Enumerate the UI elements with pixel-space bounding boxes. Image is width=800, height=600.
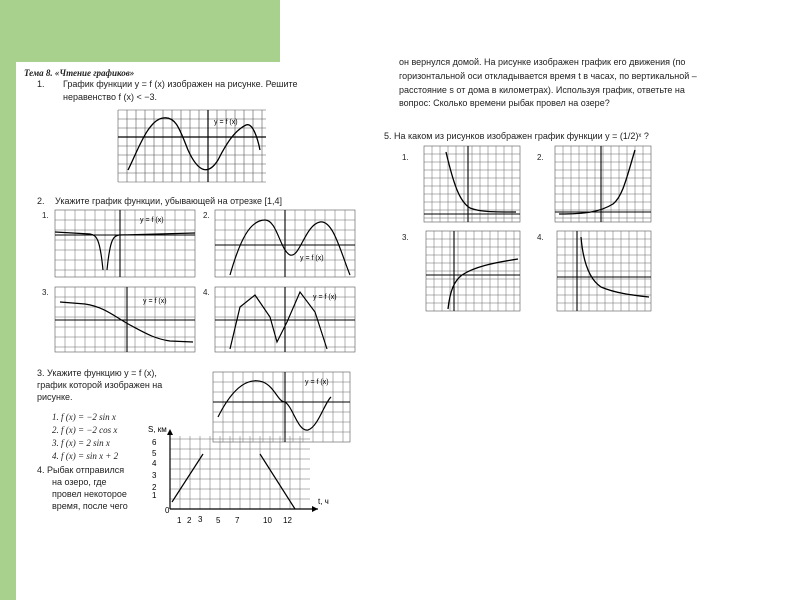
worksheet-title: Тема 8. «Чтение графиков»: [24, 68, 135, 78]
task4-x-tick: 12: [283, 516, 292, 525]
task1-graph-label: y = f (x): [214, 119, 238, 126]
task3-answer-3: 3. f (x) = 2 sin x: [52, 438, 110, 448]
task3-line3: рисунке.: [37, 392, 73, 402]
task4-line4: время, после чего: [52, 501, 128, 511]
task4-line1: 4. Рыбак отправился: [37, 465, 125, 475]
task4-x-tick: 5: [216, 516, 221, 525]
task5-option-1: 1.: [402, 153, 409, 162]
task4-y-tick: 2: [152, 483, 157, 492]
task2-text: Укажите график функции, убывающей на отрезке [1,4]: [55, 196, 283, 206]
task5-text: 5. На каком из рисунков изображен график функции y = (1/2)ˣ ?: [384, 131, 649, 141]
task4-cont-line1: он вернулся домой. На рисунке изображен график его движения (по: [399, 57, 686, 67]
task3-line1: 3. Укажите функцию y = f (x),: [37, 368, 157, 378]
task4-y-tick: 5: [152, 449, 157, 458]
task4-y-label: S, км: [148, 425, 167, 434]
task1-line1: График функции y = f (x) изображен на рисунке. Решите: [63, 79, 298, 89]
task1-line2: неравенство f (x) < −3.: [63, 92, 157, 102]
task2-graph-4: [215, 287, 355, 352]
task2-number: 2.: [37, 196, 45, 206]
task4-y-tick: 0: [165, 506, 170, 515]
task5-option-2: 2.: [537, 153, 544, 162]
task4-x-tick: 10: [263, 516, 272, 525]
task1-graph: [118, 110, 266, 182]
task5-option-4: 4.: [537, 233, 544, 242]
task5-graph-2: [555, 146, 651, 222]
task3-answer-2: 2. f (x) = −2 cos x: [52, 425, 118, 435]
task4-y-tick: 3: [152, 471, 157, 480]
task3-answer-4: 4. f (x) = sin x + 2: [52, 451, 119, 461]
task5-graph-1: [424, 146, 520, 222]
task2-graph-1: [55, 210, 195, 277]
task2-graph-2: [215, 210, 355, 277]
task2-option-3: 3.: [42, 288, 49, 297]
task2-graph-3-label: y = f (x): [143, 298, 167, 305]
task3-answer-1: 1. f (x) = −2 sin x: [52, 412, 116, 422]
task4-cont-line3: расстояние s от дома в километрах). Используя график, ответьте на: [399, 85, 685, 95]
task4-line3: провел некоторое: [52, 489, 127, 499]
task3-line2: график которой изображен на: [37, 380, 163, 390]
task4-x-tick: 1: [177, 516, 182, 525]
task2-option-4: 4.: [203, 288, 210, 297]
task2-graph-4-label: y = f (x): [313, 294, 337, 301]
task2-option-1: 1.: [42, 211, 49, 220]
task2-graph-3: [55, 287, 195, 352]
task4-graph: [140, 424, 340, 534]
task4-cont-line4: вопрос: Сколько времени рыбак провел на озере?: [399, 98, 610, 108]
task2-option-2: 2.: [203, 211, 210, 220]
task2-graph-2-label: y = f (x): [300, 255, 324, 262]
task4-x-tick: 3: [198, 515, 203, 524]
task4-x-tick: 7: [235, 516, 240, 525]
task4-cont-line2: горизонтальной оси откладывается время t в часах, по вертикальной –: [399, 71, 697, 81]
task4-x-label: t, ч: [318, 497, 329, 506]
task5-graph-3: [426, 231, 520, 311]
task4-y-tick: 6: [152, 438, 157, 447]
task3-graph-label: y = f (x): [305, 379, 329, 386]
task5-option-3: 3.: [402, 233, 409, 242]
task4-y-tick: 4: [152, 459, 157, 468]
task2-graph-1-label: y = f (x): [140, 217, 164, 224]
task4-x-tick: 2: [187, 516, 192, 525]
task5-graph-4: [557, 231, 651, 311]
task4-line2: на озеро, где: [52, 477, 107, 487]
task4-y-tick: 1: [152, 491, 157, 500]
task1-number: 1.: [37, 79, 45, 89]
